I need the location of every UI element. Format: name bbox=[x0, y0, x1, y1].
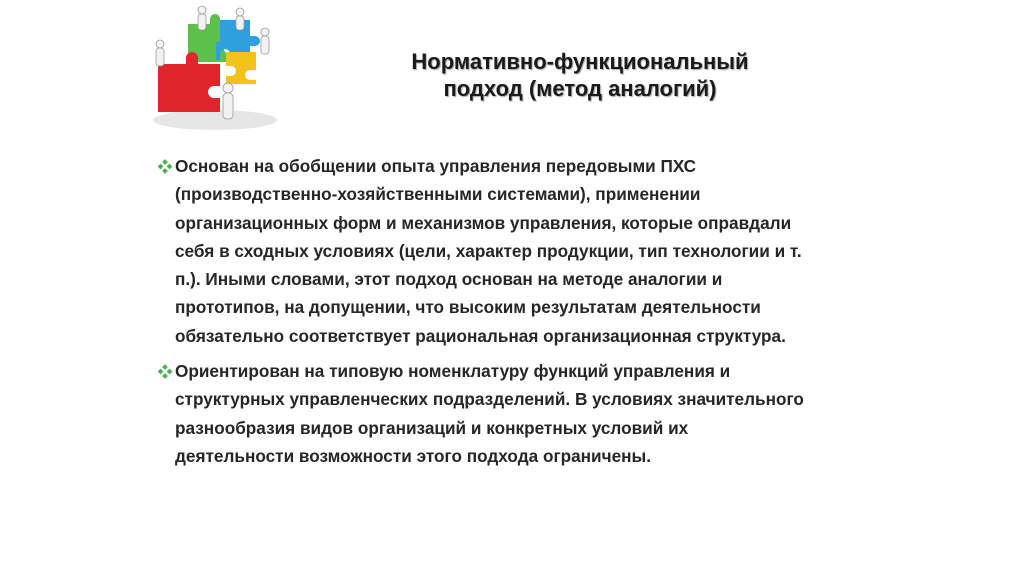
bullet-item bbox=[157, 152, 857, 350]
yellow-puzzle-piece bbox=[226, 52, 256, 84]
bullet-text-line: Ориентирован на типовую номенклатуру функций управления и bbox=[175, 361, 731, 382]
bullet-text-line: прототипов, на допущении, что высоким результатам деятельности bbox=[175, 297, 761, 318]
bullet-text-line: Основан на обобщении опыта управления передовыми ПХС bbox=[175, 156, 697, 176]
slide-title bbox=[330, 48, 830, 102]
bullet-text-line: обязательно соответствует рациональная организационная структура. bbox=[175, 325, 786, 346]
bullet-text-line: организационных форм и механизмов управления, которые оправдали bbox=[175, 212, 792, 233]
bullet-list bbox=[157, 152, 857, 477]
bullet-text-line: структурных управленческих подразделений. В условиях значительного bbox=[175, 389, 804, 410]
bullet-text-line: себя в сходных условиях (цели, характер продукции, тип технологии и т. bbox=[175, 240, 802, 261]
diamond-bullet-icon bbox=[157, 364, 173, 380]
bullet-text-line: разнообразия видов организаций и конкретных условий их bbox=[175, 417, 689, 438]
bullet-text-line: деятельности возможности этого подхода ограничены. bbox=[175, 445, 651, 466]
puzzle-team-illustration bbox=[140, 2, 286, 138]
bullet-item bbox=[157, 357, 857, 470]
diamond-bullet-icon bbox=[157, 159, 173, 175]
bullet-text-line: (производственно-хозяйственными системами), применении bbox=[175, 184, 701, 205]
title-line-2: подход (метод аналогий) bbox=[443, 76, 717, 101]
puzzle-team-icon bbox=[140, 2, 286, 138]
bullet-text-line: п.). Иными словами, этот подход основан на методе аналогии и bbox=[175, 269, 723, 290]
title-line-1: Нормативно-функциональный bbox=[411, 49, 749, 74]
